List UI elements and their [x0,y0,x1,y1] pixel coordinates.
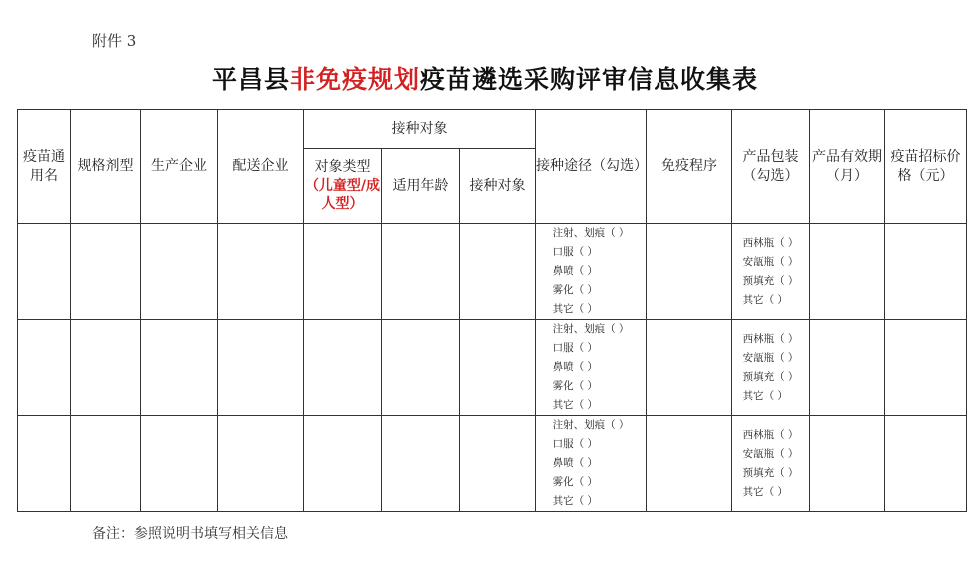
cell-spec-dosage[interactable] [71,224,141,320]
route-option-other[interactable]: 其它（ ） [552,399,598,411]
route-option-nebulized[interactable]: 雾化（ ） [552,476,598,488]
header-applicable-age: 适用年龄 [382,149,460,224]
cell-bid-price[interactable] [885,416,967,512]
packaging-options [743,234,799,310]
cell-manufacturer[interactable] [141,416,218,512]
cell-schedule[interactable] [647,320,732,416]
route-option-nasal[interactable]: 鼻喷（ ） [552,457,598,469]
cell-route [536,416,647,512]
header-packaging: 产品包装（勾选） [732,110,810,224]
packaging-option-ampoule[interactable]: 安瓿瓶（ ） [742,351,799,364]
packaging-option-other[interactable]: 其它（ ） [742,485,788,498]
header-bid-price: 疫苗招标价格（元） [885,110,967,224]
packaging-option-other[interactable]: 其它（ ） [742,293,788,306]
recipient-type-label: 对象类型 [314,158,371,175]
packaging-option-vial[interactable]: 西林瓶（ ） [742,428,799,441]
page-title [0,60,970,96]
recipient-type-options: （儿童型/成人型） [304,177,381,213]
route-option-nebulized[interactable]: 雾化（ ） [552,284,598,296]
cell-distributor[interactable] [218,416,304,512]
header-spec-dosage: 规格剂型 [71,110,141,224]
header-recipient: 接种对象 [460,149,536,224]
header-recipient-type [304,149,382,224]
route-options [553,320,630,415]
cell-vaccine-name[interactable] [18,416,71,512]
cell-validity[interactable] [810,416,885,512]
title-highlight: 非免疫规划 [289,65,420,94]
packaging-option-vial[interactable]: 西林瓶（ ） [742,236,799,249]
cell-schedule[interactable] [647,224,732,320]
route-options [553,416,630,511]
route-option-nasal[interactable]: 鼻喷（ ） [552,265,598,277]
table-row [18,320,967,416]
cell-applicable-age[interactable] [382,224,460,320]
header-vaccine-name: 疫苗通用名 [18,110,71,224]
title-prefix: 平昌县 [211,65,290,94]
cell-validity[interactable] [810,320,885,416]
footnote: 备注：参照说明书填写相关信息 [92,526,288,542]
route-option-oral[interactable]: 口服（ ） [552,438,598,450]
header-manufacturer: 生产企业 [141,110,218,224]
attachment-label: 附件 3 [92,32,137,50]
route-option-other[interactable]: 其它（ ） [552,495,598,507]
info-collection-table [17,109,967,512]
cell-recipient[interactable] [460,224,536,320]
header-validity: 产品有效期（月） [810,110,885,224]
cell-route [536,224,647,320]
header-distributor: 配送企业 [218,110,304,224]
packaging-option-prefilled[interactable]: 预填充（ ） [742,274,799,287]
cell-schedule[interactable] [647,416,732,512]
cell-packaging [732,320,810,416]
cell-spec-dosage[interactable] [71,416,141,512]
route-option-injection[interactable]: 注射、划痕（ ） [552,227,630,239]
packaging-options [743,426,799,502]
route-option-nebulized[interactable]: 雾化（ ） [552,380,598,392]
cell-manufacturer[interactable] [141,320,218,416]
cell-route [536,320,647,416]
packaging-option-ampoule[interactable]: 安瓿瓶（ ） [742,255,799,268]
cell-validity[interactable] [810,224,885,320]
cell-distributor[interactable] [218,320,304,416]
route-option-oral[interactable]: 口服（ ） [552,342,598,354]
header-recipient-group: 接种对象 [304,110,536,149]
cell-vaccine-name[interactable] [18,320,71,416]
route-option-injection[interactable]: 注射、划痕（ ） [552,323,630,335]
route-options [553,224,630,319]
packaging-option-vial[interactable]: 西林瓶（ ） [742,332,799,345]
packaging-option-prefilled[interactable]: 预填充（ ） [742,466,799,479]
header-route: 接种途径（勾选） [536,110,647,224]
table-row [18,224,967,320]
route-option-nasal[interactable]: 鼻喷（ ） [552,361,598,373]
route-option-other[interactable]: 其它（ ） [552,303,598,315]
packaging-option-prefilled[interactable]: 预填充（ ） [742,370,799,383]
cell-manufacturer[interactable] [141,224,218,320]
cell-distributor[interactable] [218,224,304,320]
cell-bid-price[interactable] [885,320,967,416]
cell-recipient-type[interactable] [304,320,382,416]
cell-recipient-type[interactable] [304,224,382,320]
cell-applicable-age[interactable] [382,416,460,512]
route-option-injection[interactable]: 注射、划痕（ ） [552,419,630,431]
table-row [18,416,967,512]
cell-recipient[interactable] [460,416,536,512]
cell-packaging [732,224,810,320]
cell-spec-dosage[interactable] [71,320,141,416]
header-schedule: 免疫程序 [647,110,732,224]
packaging-option-other[interactable]: 其它（ ） [742,389,788,402]
route-option-oral[interactable]: 口服（ ） [552,246,598,258]
title-suffix: 疫苗遴选采购评审信息收集表 [420,65,759,94]
cell-bid-price[interactable] [885,224,967,320]
cell-recipient-type[interactable] [304,416,382,512]
cell-packaging [732,416,810,512]
packaging-options [743,330,799,406]
packaging-option-ampoule[interactable]: 安瓿瓶（ ） [742,447,799,460]
cell-applicable-age[interactable] [382,320,460,416]
cell-vaccine-name[interactable] [18,224,71,320]
cell-recipient[interactable] [460,320,536,416]
